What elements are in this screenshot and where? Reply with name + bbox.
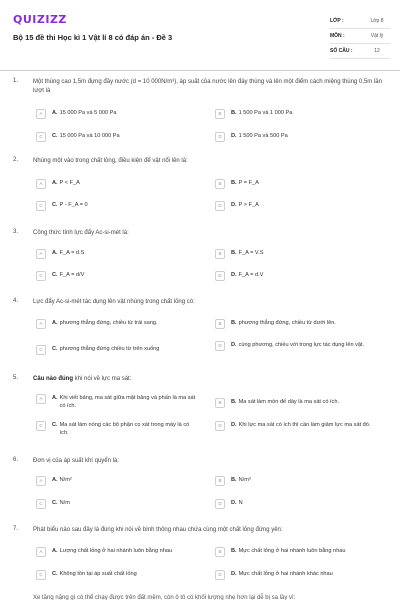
option-letter: B — [215, 547, 225, 557]
option-text: Không tồn tại áp suất chất lỏng — [59, 571, 137, 577]
option-letter: D — [215, 421, 225, 431]
option-text: N/m — [59, 500, 70, 506]
option-d[interactable] — [215, 202, 259, 211]
option-text: P > F_A — [238, 202, 259, 208]
option-text: Ma sát làm mòn đế dày là ma sát có ích. — [238, 399, 340, 405]
option-text: Ma sát làm nóng các bộ phận cọ xát trong máy là có ích. — [59, 422, 190, 436]
option-key: A. — [52, 477, 58, 483]
option-d[interactable] — [215, 342, 364, 351]
option-c[interactable] — [36, 346, 159, 355]
option-key: C. — [52, 500, 58, 506]
option-letter: C — [36, 201, 46, 211]
option-key: D. — [231, 500, 237, 506]
question-text: Nhúng một vào trong chất lỏng, điều kiện để vật nổi lên là: — [33, 158, 188, 164]
question-number: 5. — [13, 375, 19, 381]
option-key: C. — [52, 346, 58, 352]
quizizz-logo: QUIZIZZ — [13, 13, 67, 26]
meta-row-class — [330, 14, 390, 29]
option-text: 1 500 Pa và 1 000 Pa — [238, 110, 293, 116]
option-letter: A — [36, 319, 46, 329]
next-question-cutoff — [0, 592, 400, 600]
option-letter: D — [215, 341, 225, 351]
option-text: Khi lực ma sát có ích thì cần làm giảm lực ma sát đó. — [238, 422, 371, 428]
option-text: F_A = d/V — [59, 272, 85, 278]
option-key: D. — [231, 422, 237, 428]
option-a[interactable] — [36, 395, 200, 410]
option-text: Mực chất lỏng ở hai nhánh khác nhau — [238, 571, 333, 577]
meta-row-count — [330, 44, 390, 59]
option-text: Lượng chất lỏng ở hai nhánh luôn bằng nhau — [59, 548, 173, 554]
meta-panel — [330, 14, 390, 59]
option-letter: D — [215, 201, 225, 211]
question-text: Lực đẩy Ac-si-mét tác dụng lên vật nhúng trong chất lỏng có: — [33, 299, 195, 305]
option-letter: A — [36, 394, 46, 404]
question-text — [33, 375, 388, 384]
question-text: Công thức tính lực đẩy Ac-si-mét là: — [33, 230, 129, 236]
option-letter: B — [215, 476, 225, 486]
question-number: 7. — [13, 526, 19, 532]
option-text: Mực chất lỏng ở hai nhánh luôn bằng nhau — [238, 548, 346, 554]
option-text: phương thẳng đứng chiều từ trên xuống — [59, 346, 160, 352]
option-letter: C — [36, 345, 46, 355]
option-letter: D — [215, 132, 225, 142]
meta-key: LỚP : — [330, 18, 344, 24]
option-letter: A — [36, 249, 46, 259]
meta-key: SỐ CÂU : — [330, 48, 353, 54]
option-key: B. — [231, 250, 237, 256]
option-key: D. — [231, 272, 237, 278]
question-number: 4. — [13, 298, 19, 304]
option-text: 15 000 Pa và 10 000 Pa — [59, 133, 120, 139]
option-text: P < F_A — [59, 180, 80, 186]
option-b[interactable] — [215, 477, 251, 486]
option-text: P - F_A = 0 — [59, 202, 88, 208]
option-key: C. — [52, 571, 58, 577]
option-key: D. — [231, 571, 237, 577]
option-d[interactable] — [215, 571, 333, 580]
option-c[interactable] — [36, 500, 70, 509]
option-a[interactable] — [36, 548, 172, 557]
option-letter: A — [36, 109, 46, 119]
option-text: F_A = d.S — [59, 250, 85, 256]
option-b[interactable] — [215, 320, 336, 329]
meta-value: 12 — [374, 48, 380, 54]
question-emphasis: Câu nào đúng — [33, 376, 73, 382]
option-b[interactable] — [215, 548, 346, 557]
option-key: B. — [231, 180, 237, 186]
question-text: Một thùng cao 1,5m đựng đầy nước (d = 10 000N/m³), áp suất của nước lên đáy thùng và lên một điểm cách miệng thùng 0,5m lần lượt là — [33, 79, 382, 94]
option-letter: B — [215, 398, 225, 408]
option-key: A. — [52, 320, 58, 326]
option-key: B. — [231, 110, 237, 116]
option-key: C. — [52, 422, 58, 428]
option-text: F_A = d.V — [238, 272, 264, 278]
option-d[interactable] — [215, 133, 288, 142]
option-text: Khi viết bảng, ma sát giữa mặt bảng và phấn là ma sát có ích. — [59, 395, 196, 409]
option-text: N/m² — [59, 477, 72, 483]
option-text: N — [238, 500, 243, 506]
meta-row-subject — [330, 29, 390, 44]
option-text: N/m³ — [238, 477, 251, 483]
option-letter: C — [36, 499, 46, 509]
option-c[interactable] — [36, 133, 120, 142]
meta-value: Lớp 8 — [370, 18, 384, 24]
question-number: 1. — [13, 78, 19, 84]
option-key: C. — [52, 133, 58, 139]
option-key: C. — [52, 272, 58, 278]
option-a[interactable] — [36, 180, 80, 189]
option-letter: A — [36, 476, 46, 486]
option-key: A. — [52, 548, 58, 554]
header — [0, 0, 400, 72]
option-key: B. — [231, 399, 237, 405]
option-a[interactable] — [36, 250, 84, 259]
question-number: 6. — [13, 457, 19, 463]
option-text: 15 000 Pa và 5 000 Pa — [59, 110, 117, 116]
option-letter: A — [36, 179, 46, 189]
option-b[interactable] — [215, 180, 259, 189]
option-text: F_A = V.S — [238, 250, 264, 256]
option-c[interactable] — [36, 272, 84, 281]
option-letter: D — [215, 271, 225, 281]
option-letter: B — [215, 109, 225, 119]
option-letter: D — [215, 570, 225, 580]
option-letter: B — [215, 319, 225, 329]
option-letter: A — [36, 547, 46, 557]
question-text: Phát biểu nào sau đây là đúng khi nói về bình thông nhau chứa cùng một chất lỏng đứng yên: — [33, 527, 283, 533]
option-text: P = F_A — [238, 180, 259, 186]
option-c[interactable] — [36, 422, 200, 437]
option-text: phương thẳng đứng, chiều từ dưới lên. — [238, 320, 336, 326]
option-key: B. — [231, 477, 237, 483]
option-b[interactable] — [215, 399, 339, 408]
option-key: C. — [52, 202, 58, 208]
option-key: B. — [231, 548, 237, 554]
option-letter: B — [215, 249, 225, 259]
option-letter: C — [36, 271, 46, 281]
option-key: D. — [231, 342, 237, 348]
option-b[interactable] — [215, 250, 263, 259]
option-key: A. — [52, 250, 58, 256]
option-a[interactable] — [36, 320, 158, 329]
option-key: B. — [231, 320, 237, 326]
option-key: D. — [231, 133, 237, 139]
option-letter: C — [36, 132, 46, 142]
question-text-rest: khi nói về lực ma sát: — [73, 376, 132, 382]
option-key: D. — [231, 202, 237, 208]
option-text: 1 500 Pa và 500 Pa — [238, 133, 288, 139]
option-key: A. — [52, 180, 58, 186]
meta-value: Vật lý — [370, 33, 384, 39]
option-text: phương thẳng đứng, chiều từ trái sang. — [59, 320, 158, 326]
option-a[interactable] — [36, 477, 72, 486]
option-a[interactable] — [36, 110, 117, 119]
header-divider — [0, 70, 400, 71]
option-text: cùng phương, chiều với trọng lực tác dụng lên vật. — [238, 342, 365, 348]
option-letter: D — [215, 499, 225, 509]
option-c[interactable] — [36, 202, 88, 211]
option-key: A. — [52, 110, 58, 116]
question-number: 2. — [13, 157, 19, 163]
option-d[interactable] — [215, 272, 263, 281]
option-key: A. — [52, 395, 58, 401]
option-d[interactable] — [215, 500, 243, 509]
option-letter: B — [215, 179, 225, 189]
option-letter: C — [36, 421, 46, 431]
question-number: 3. — [13, 229, 19, 235]
meta-key: MÔN : — [330, 33, 345, 39]
option-d[interactable] — [215, 422, 370, 431]
question-text: Xe tăng nặng gì có thể chạy được trên đất mềm, còn ô tô có khối lượng nhẹ hơn lại dễ bị sa lầy vì: — [33, 595, 296, 600]
question-text: Đơn vị của áp suất khí quyển là: — [33, 458, 119, 464]
option-b[interactable] — [215, 110, 292, 119]
option-letter: C — [36, 570, 46, 580]
page-title: Bộ 15 đề thi Học kì 1 Vật lí 8 có đáp án - Đề 3 — [13, 33, 173, 42]
option-c[interactable] — [36, 571, 137, 580]
